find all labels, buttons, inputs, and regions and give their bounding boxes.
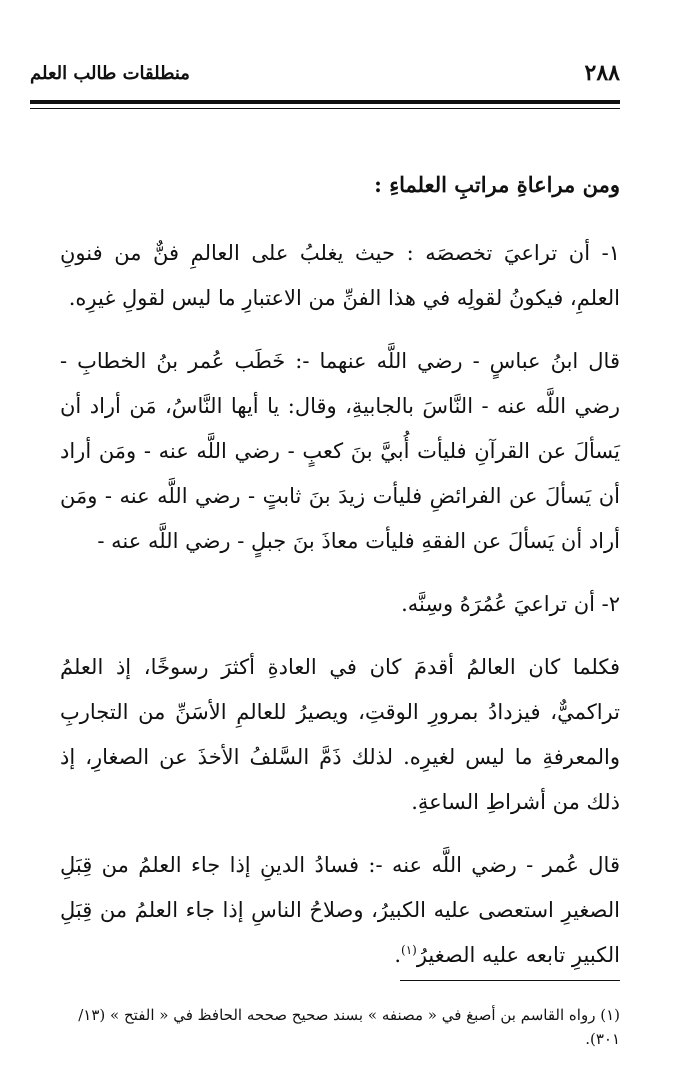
page-body <box>60 162 620 978</box>
book-title: منطلقات طالب العلم <box>30 63 190 84</box>
quote-umar-end: . <box>394 943 401 967</box>
point-2-age: ٢- أن تراعيَ عُمُرَهُ وسِنَّه. <box>401 592 620 616</box>
paragraph-seniority: فكلما كان العالمُ أقدمَ كان في العادةِ أكثرَ رسوخًا، إذ العلمُ تراكميٌّ، فيزدادُ بمرورِ الوقتِ، ويصيرُ للعالمِ الأسَنِّ من التجاربِ والمعرفةِ ما ليس لغيرِه. لذلك ذَمَّ السَّلفُ الأخذَ عن الصغارِ، إذ ذلك من أشراطِ الساعةِ. <box>60 655 620 814</box>
quote-umar <box>60 843 620 978</box>
footnote-rule <box>400 980 620 981</box>
quote-ibn-abbas: قال ابنُ عباسٍ - رضي اللَّه عنهما -: خَطَب عُمر بنُ الخطابِ - رضي اللَّه عنه - النَّاسَ بالجابيةِ، وقال: يا أيها النَّاسُ، مَن أراد أن يَسألَ عن القرآنِ فليأت أُبيَّ بنَ كعبٍ - رضي اللَّه عنه - ومَن أراد أن يَسألَ عن الفرائضِ فليأت زيدَ بنَ ثابتٍ - رضي اللَّه عنه - ومَن أراد أن يَسألَ عن الفقهِ فليأت معاذَ بنَ جبلٍ - رضي اللَّه عنه - <box>60 349 620 553</box>
point-1-specialization: ١- أن تراعيَ تخصصَه : حيث يغلبُ على العالمِ فنٌّ من فنونِ العلمِ، فيكونُ لقولِه في هذا الفنِّ من الاعتبارِ ما ليس لقولِ غيرِه. <box>60 241 620 310</box>
page-header <box>30 58 620 92</box>
section-heading: ومن مراعاةِ مراتبِ العلماءِ : <box>374 172 620 197</box>
page-number: ٢٨٨ <box>584 60 620 86</box>
quote-umar-text: قال عُمر - رضي اللَّه عنه -: فسادُ الدينِ إذا جاء العلمُ من قِبَلِ الصغيرِ استعصى عليه الكبيرُ، وصلاحُ الناسِ إذا جاء العلمُ من قِبَلِ الكبيرِ تابعه عليه الصغيرُ <box>60 853 620 967</box>
footnote: (١) رواه القاسم بن أصبغ في « مصنفه » بسند صحيح صححه الحافظ في « الفتح » (١٣/ ٣٠١). <box>78 1006 620 1048</box>
footnote-ref[interactable]: (١) <box>401 943 417 957</box>
header-rule-thin <box>30 108 620 109</box>
header-rule-thick <box>30 100 620 104</box>
